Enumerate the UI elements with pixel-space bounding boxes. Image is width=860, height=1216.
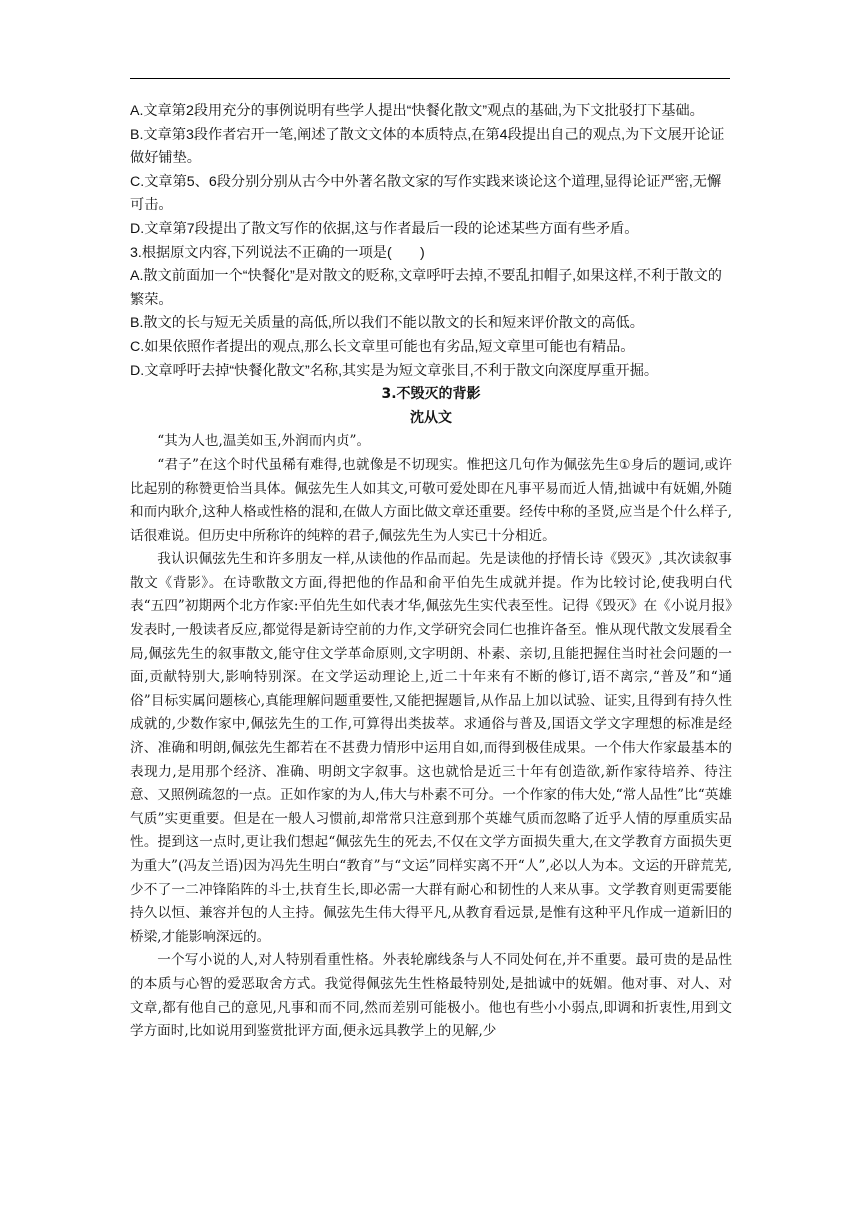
epigraph: “其为人也,温美如玉,外润而内贞”。 bbox=[157, 433, 371, 450]
q3-option-d: D.文章呼吁去掉“快餐化散文”名称,其实是为短文章张目,不利于散文向深度厚重开掘。 bbox=[130, 362, 659, 379]
q3-stem: 3.根据原文内容,下列说法不正确的一项是( ) bbox=[130, 244, 425, 261]
article-author: 沈从文 bbox=[410, 409, 452, 426]
page-content bbox=[130, 100, 732, 1044]
paragraph-2: 我认识佩弦先生和许多朋友一样,从读他的作品而起。先是读他的抒情长诗《毁灭》,其次读叙事散文《背影》。在诗歌散文方面,得把他的作品和俞平伯先生成就并提。作为比较讨论,使我明白代表“五四”初期两个北方作家:平伯先生如代表才华,佩弦先生实代表至性。记得《毁灭》在《小说月报》发表时,一般读者反应,都觉得是新诗空前的力作,文学研究会同仁也推许备至。惟从现代散文发展看全局,佩弦先生的叙事散文,能守住文学革命原则,文字明朗、朴素、亲切,且能把握住当时社会问题的一面,贡献特别大,影响特别深。在文学运动理论上,近二十年来有不断的修订,语不离宗,“普及”和“通俗”目标实属问题核心,真能理解问题重要性,又能把握题旨,从作品上加以试验、证实,且得到有持久性成就的,少数作家中,佩弦先生的工作,可算得出类拔萃。求通俗与普及,国语文学文字理想的标准是经济、准确和明朗,佩弦先生都若在不甚费力情形中运用自如,而得到极佳成果。一个伟大作家最基本的表现力,是用那个经济、准确、明朗文字叙事。这也就恰是近三十年有创造欲,新作家待培养、待注意、又照例疏忽的一点。正如作家的为人,伟大与朴素不可分。一个作家的伟大处,“常人品性”比“英雄气质”实更重要。但是在一般人习惯前,却常常只注意到那个英雄气质而忽略了近乎人情的厚重质实品性。提到这一点时,更让我们想起“佩弦先生的死去,不仅在文学方面损失重大,在文学教育方面损失更为重大”(冯友兰语)因为冯先生明白“教育”与“文运”同样实离不开“人”,必以人为本。文运的开辟荒芜,少不了一二冲锋陷阵的斗士,扶育生长,即必需一大群有耐心和韧性的人来从事。文学教育则更需要能持久以恒、兼容并包的人主持。佩弦先生伟大得平凡,从教育看远景,是惟有这种平凡作成一道新旧的桥梁,才能影响深远的。 bbox=[130, 551, 732, 945]
article-body bbox=[130, 430, 732, 1043]
footnote-marker: ① bbox=[618, 457, 631, 473]
header-rule bbox=[130, 78, 730, 79]
q3-option-c: C.如果依照作者提出的观点,那么长文章里可能也有劣品,短文章里可能也有精品。 bbox=[130, 338, 635, 355]
q2-option-c: C.文章第5、6段分别分别从古今中外著名散文家的写作实践来谈论这个道理,显得论证严密,无懈可击。 bbox=[130, 173, 722, 214]
paragraph-1-rest: 身后的题词,或许比起别的称赞更恰当具体。佩弦先生人如其文,可敬可爱处即在凡事平易而近人情,拙诚中有妩媚,外随和而内耿介,这种人格或性格的混和,在做人方面比做文章还重要。经传中称的圣贤,应当是个什么样子,话很难说。但历史中所称许的纯粹的君子,佩弦先生为人实已十分相近。 bbox=[130, 456, 733, 544]
article-title: 3.不毁灭的背影 bbox=[381, 386, 481, 403]
q3-option-a: A.散文前面加一个“快餐化”是对散文的贬称,文章呼吁去掉,不要乱扣帽子,如果这样,不利于散文的繁荣。 bbox=[130, 268, 722, 308]
paragraph-3: 一个写小说的人,对人特别看重性格。外表轮廓线条与人不同处何在,并不重要。最可贵的是品性的本质与心智的爱恶取舍方式。我觉得佩弦先生性格最特别处,是拙诚中的妩媚。他对事、对人、对文章,都有他自己的意见,凡事和而不同,然而差别可能极小。他也有些小小弱点,即调和折衷性,用到文学方面时,比如说用到鉴赏批评方面,便永远具教学上的见解,少 bbox=[130, 952, 732, 1040]
paragraph-1 bbox=[130, 454, 732, 548]
paragraph-1-lead: “君子”在这个时代虽稀有难得,也就像是不切现实。惟把这几句作为佩弦先生 bbox=[157, 456, 619, 473]
q2-option-d: D.文章第7段提出了散文写作的依据,这与作者最后一段的论述某些方面有些矛盾。 bbox=[130, 220, 639, 237]
q2-option-b: B.文章第3段作者宕开一笔,阐述了散文文体的本质特点,在第4段提出自己的观点,为下文展开论证做好铺垫。 bbox=[130, 126, 725, 167]
q3-option-b: B.散文的长与短无关质量的高低,所以我们不能以散文的长和短来评价散文的高低。 bbox=[130, 315, 644, 332]
question-options-block bbox=[130, 100, 732, 383]
q2-option-a: A.文章第2段用充分的事例说明有些学人提出“快餐化散文”观点的基础,为下文批驳打下基础。 bbox=[130, 103, 704, 119]
